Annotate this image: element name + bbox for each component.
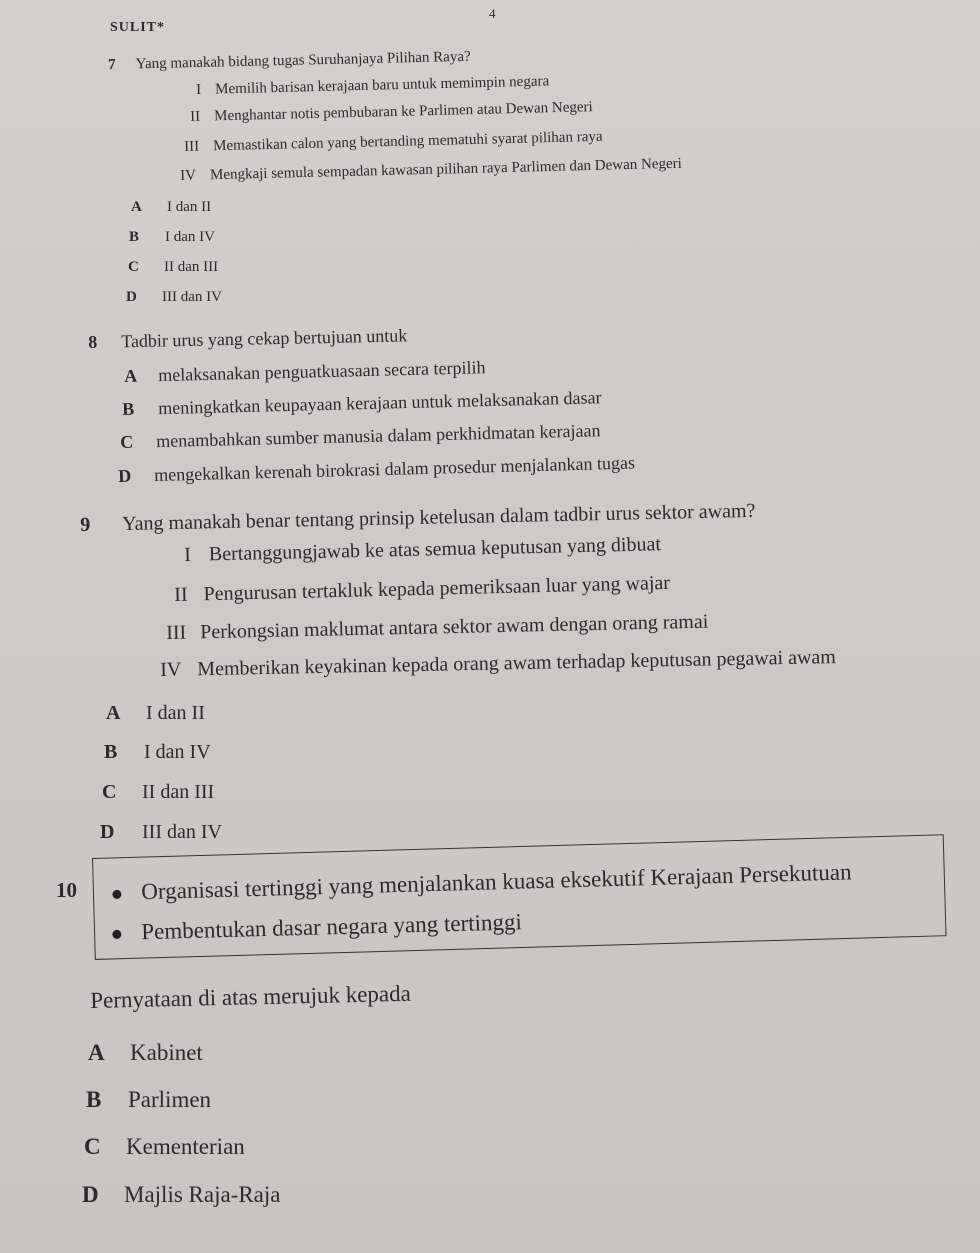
- option-text: Majlis Raja-Raja: [124, 1182, 281, 1207]
- option-text: melaksanakan penguatkuasaan secara terpilih: [157, 357, 486, 386]
- q8-option-a: [124, 357, 486, 387]
- bullet-icon: [112, 890, 121, 899]
- option-letter: B: [104, 741, 118, 763]
- statement-text: Menghantar notis pembubaran ke Parlimen atau Dewan Negeri: [213, 99, 593, 125]
- q9-statement-2: [174, 572, 670, 607]
- option-letter: B: [122, 398, 135, 419]
- option-text: Kementerian: [126, 1134, 245, 1159]
- option-text: I dan II: [146, 702, 205, 724]
- option-text: III dan IV: [162, 289, 222, 305]
- roman-numeral: IV: [180, 167, 197, 184]
- q9-option-d: [100, 821, 222, 844]
- q7-option-b: [129, 229, 215, 246]
- q8-option-d: [118, 452, 635, 487]
- option-letter: C: [102, 781, 117, 803]
- question-number: 9: [80, 513, 91, 536]
- q7-statement-1: [196, 73, 549, 99]
- question-text: Tadbir urus yang cekap bertujuan untuk: [120, 325, 408, 352]
- question-10-stem: Pernyataan di atas merujuk kepada: [90, 980, 412, 1013]
- option-letter: A: [106, 702, 121, 724]
- option-text: II dan III: [142, 781, 215, 803]
- option-text: Kabinet: [130, 1040, 203, 1065]
- q9-option-b: [104, 741, 211, 764]
- option-letter: D: [118, 465, 132, 486]
- question-9-stem: [80, 500, 756, 537]
- q9-statement-3: [166, 611, 709, 645]
- option-text: meningkatkan keupayaan kerajaan untuk melaksanakan dasar: [157, 387, 602, 419]
- question-text: Yang manakah bidang tugas Suruhanjaya Pilihan Raya?: [135, 48, 471, 73]
- q10-option-d: [82, 1182, 281, 1208]
- roman-numeral: I: [184, 543, 192, 566]
- q7-option-c: [128, 259, 218, 276]
- question-number: 8: [88, 331, 98, 352]
- bullet-text: Organisasi tertinggi yang menjalankan kuasa eksekutif Kerajaan Persekutuan: [140, 859, 852, 905]
- option-letter: A: [131, 199, 142, 215]
- option-text: I dan II: [167, 199, 212, 215]
- option-text: I dan IV: [144, 741, 211, 763]
- roman-numeral: III: [184, 138, 200, 155]
- page-number: 4: [489, 6, 496, 21]
- roman-numeral: III: [166, 621, 187, 644]
- option-letter: D: [82, 1182, 99, 1207]
- question-7-stem: [108, 49, 471, 74]
- roman-numeral: II: [190, 108, 201, 125]
- statement-text: Memastikan calon yang bertanding mematuhi syarat pilihan raya: [212, 128, 603, 155]
- option-letter: A: [124, 365, 138, 386]
- q10-option-a: [88, 1040, 203, 1066]
- bullet-text: Pembentukan dasar negara yang tertinggi: [140, 909, 523, 945]
- question-8-stem: [88, 325, 408, 353]
- option-letter: D: [126, 289, 137, 305]
- q10-option-b: [86, 1087, 211, 1113]
- q7-statement-3: [184, 129, 603, 156]
- q9-statement-1: [184, 533, 661, 567]
- option-letter: B: [129, 229, 140, 245]
- option-letter: C: [120, 431, 134, 452]
- option-text: I dan IV: [165, 229, 215, 245]
- question-number: 7: [108, 56, 116, 73]
- roman-numeral: IV: [160, 658, 182, 681]
- bullet-icon: [112, 930, 121, 939]
- option-letter: A: [88, 1040, 105, 1065]
- statement-text: Pengurusan tertakluk kepada pemeriksaan luar yang wajar: [203, 571, 671, 606]
- option-text: menambahkan sumber manusia dalam perkhidmatan kerajaan: [155, 420, 601, 452]
- option-text: III dan IV: [142, 821, 222, 843]
- statement-text: Mengkaji semula sempadan kawasan pilihan raya Parlimen dan Dewan Negeri: [209, 155, 682, 184]
- roman-numeral: I: [196, 81, 202, 98]
- option-letter: D: [100, 821, 115, 843]
- q7-option-d: [126, 289, 222, 306]
- option-letter: B: [86, 1087, 102, 1112]
- option-letter: C: [128, 259, 139, 275]
- q9-option-c: [102, 781, 214, 804]
- q8-option-b: [122, 387, 602, 420]
- statement-text: Memilih barisan kerajaan baru untuk memimpin negara: [214, 73, 550, 98]
- question-text: Yang manakah benar tentang prinsip ketelusan dalam tadbir urus sektor awam?: [121, 499, 756, 536]
- q7-option-a: [131, 199, 211, 216]
- question-10-number: 10: [56, 878, 77, 902]
- option-text: Parlimen: [128, 1087, 212, 1112]
- q7-statement-4: [180, 156, 682, 185]
- option-text: mengekalkan kerenah birokrasi dalam prosedur menjalankan tugas: [153, 452, 636, 486]
- q9-option-a: [106, 702, 205, 725]
- q10-option-c: [84, 1134, 245, 1160]
- q7-statement-2: [190, 99, 593, 126]
- q9-statement-4: [160, 646, 836, 682]
- option-letter: C: [84, 1134, 101, 1159]
- statement-text: Perkongsian maklumat antara sektor awam dengan orang ramai: [199, 610, 709, 644]
- statement-text: Bertanggungjawab ke atas semua keputusan yang dibuat: [208, 533, 662, 566]
- sulit-label: SULIT*: [110, 20, 166, 35]
- roman-numeral: II: [174, 583, 188, 606]
- option-text: II dan III: [164, 259, 219, 275]
- q8-option-c: [120, 420, 601, 453]
- statement-text: Memberikan keyakinan kepada orang awam terhadap keputusan pegawai awam: [197, 646, 837, 681]
